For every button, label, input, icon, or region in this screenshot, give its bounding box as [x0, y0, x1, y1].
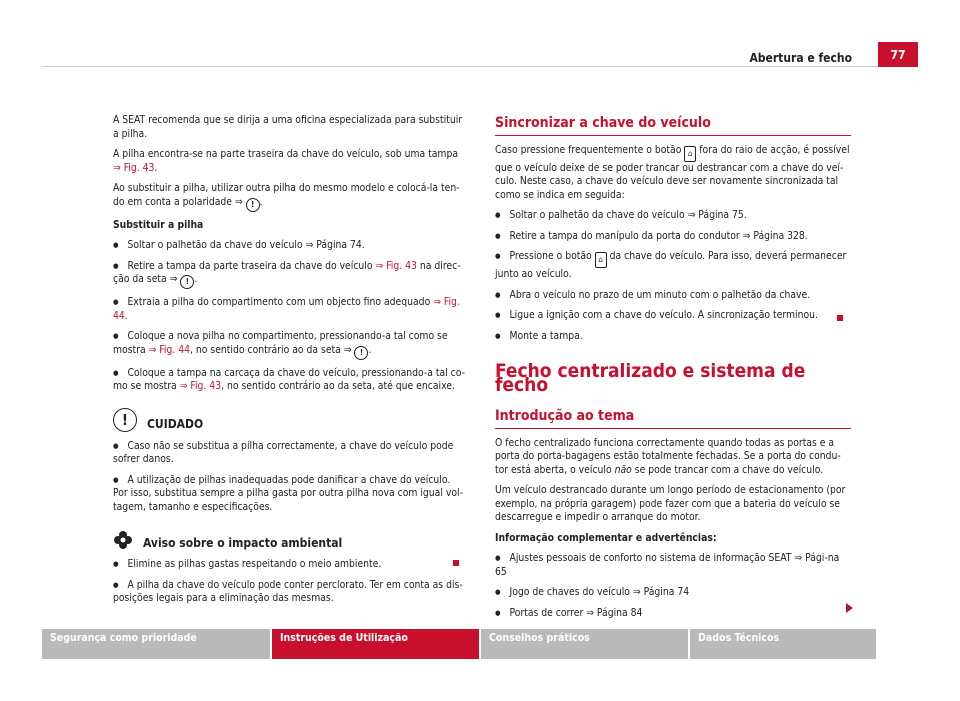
caution-icon: !: [354, 346, 368, 360]
figure-link[interactable]: ⇒ Fig. 44: [148, 343, 191, 356]
section-end-marker: [453, 560, 459, 566]
figure-link[interactable]: ⇒ Fig. 43: [179, 380, 222, 392]
environment-icon: [113, 530, 133, 550]
environment-heading: Aviso sobre o impacto ambiental: [113, 530, 465, 550]
list-item: ● Pressione o botão ⌂ da chave do veículo. Para isso, deverá permanecer junto ao veículo.: [495, 250, 851, 282]
list-item: ● Retire a tampa da parte traseira da chave do veículo ⇒ Fig. 43 na direc-ção da seta ⇒ ! .: [113, 260, 465, 290]
list-item: ● Coloque a tampa na carcaça da chave do veículo, pressionando-a tal co-mo se mostra ⇒ Fig. 43, no sentido contrário ao da seta, até que encaixe.: [113, 367, 465, 394]
subheading: Informação complementar e advertências:: [495, 531, 717, 544]
section-heading: Sincronizar a chave do veículo: [495, 117, 851, 136]
right-column: [495, 117, 851, 627]
caution-heading: ! CUIDADO: [113, 408, 465, 432]
footer-nav: [42, 629, 876, 659]
caution-icon: !: [180, 275, 194, 289]
left-column: [113, 114, 465, 613]
list-item: ● Extraia a pilha do compartimento com um objecto fino adequado ⇒ Fig. 44.: [113, 296, 465, 323]
tab-safety[interactable]: Segurança como prioridade: [42, 629, 270, 659]
caution-icon: !: [246, 198, 260, 212]
page-header-title: Abertura e fecho: [749, 51, 852, 65]
list-item: ● Ajustes pessoais de conforto no sistema de informação SEAT ⇒ Pági-na 65: [495, 552, 851, 579]
list-item: ● Caso não se substitua a pilha correctamente, a chave do veículo pode sofrer danos.: [113, 440, 465, 467]
tab-technical-data[interactable]: Dados Técnicos: [690, 629, 876, 659]
figure-link[interactable]: ⇒ Fig. 43: [375, 259, 417, 272]
tab-practical-tips[interactable]: Conselhos práticos: [481, 629, 688, 659]
list-item: ● A pilha da chave do veículo pode conter perclorato. Ter em conta as dis-posições legais para a eliminação das mesmas.: [113, 579, 465, 606]
continue-arrow-icon: [846, 603, 853, 613]
section-end-marker: [837, 315, 843, 321]
paragraph: A pilha encontra-se na parte traseira da chave do veículo, sob uma tampa ⇒ Fig. 43.: [113, 148, 459, 174]
subheading: Substituir a pilha: [113, 218, 204, 231]
paragraph: Caso pressione frequentemente o botão ⌂ fora do raio de acção, é possível que o veículo deixe de se poder trancar ou destrancar com a chave do veí-culo. Neste caso, a chave do veículo deve ser novamente sincronizada tal como se indica em seguida:: [495, 143, 850, 201]
caution-icon: !: [113, 408, 137, 432]
paragraph: Um veículo destrancado durante um longo período de estacionamento (por exemplo, na própria garagem) pode fazer com que a bateria do veículo se descarregue e impedir o arranque do motor.: [495, 484, 846, 523]
list-item: ● Soltar o palhetão da chave do veículo ⇒ Página 75.: [495, 209, 851, 223]
figure-link[interactable]: ⇒ Fig. 43: [113, 161, 155, 174]
list-item: ● Jogo de chaves do veículo ⇒ Página 74: [495, 586, 851, 600]
list-item: ● Retire a tampa do manípulo da porta do condutor ⇒ Página 328.: [495, 230, 851, 244]
figure-link[interactable]: ⇒ Fig. 44: [113, 296, 460, 322]
page-number: 77: [878, 42, 918, 67]
header-rule: [42, 66, 878, 67]
list-item: ● Abra o veículo no prazo de um minuto com o palhetão da chave.: [495, 289, 851, 303]
list-item: ● A utilização de pilhas inadequadas pode danificar a chave do veículo. Por isso, substitua sempre a pilha gasta por outra pilha nova com igual vol-tagem, tamanho e especificações.: [113, 474, 465, 515]
paragraph: A SEAT recomenda que se dirija a uma oficina especializada para substituir a pilha.: [113, 114, 463, 140]
tab-instructions[interactable]: Instruções de Utilização: [272, 629, 479, 659]
list-item: ● Coloque a nova pilha no compartimento, pressionando-a tal como se mostra ⇒ Fig. 44, no sentido contrário ao da seta ⇒ ! .: [113, 330, 465, 360]
key-button-icon: ⌂: [684, 146, 696, 162]
paragraph: Ao substituir a pilha, utilizar outra pilha do mesmo modelo e colocá-la ten-do em conta a polaridade ⇒ ! .: [113, 182, 465, 212]
paragraph: O fecho centralizado funciona correctamente quando todas as portas e a porta do porta-bagagens estão totalmente fechadas. Se a porta do condu-tor está aberta, o veículo não se pode trancar com a chave do veículo.: [495, 436, 841, 476]
section-heading: Introdução ao tema: [495, 410, 851, 429]
list-item: ● Elimine as pilhas gastas respeitando o meio ambiente.: [113, 558, 465, 572]
list-item: ● Monte a tampa.: [495, 330, 851, 344]
list-item: ● Ligue a ignição com a chave do veículo. A sincronização terminou.: [495, 309, 851, 323]
key-button-icon: ⌂: [595, 252, 607, 268]
list-item: ● Soltar o palhetão da chave do veículo ⇒ Página 74.: [113, 239, 465, 253]
chapter-heading: Fecho centralizado e sistema de fecho: [495, 360, 806, 396]
list-item: ● Portas de correr ⇒ Página 84: [495, 607, 851, 621]
